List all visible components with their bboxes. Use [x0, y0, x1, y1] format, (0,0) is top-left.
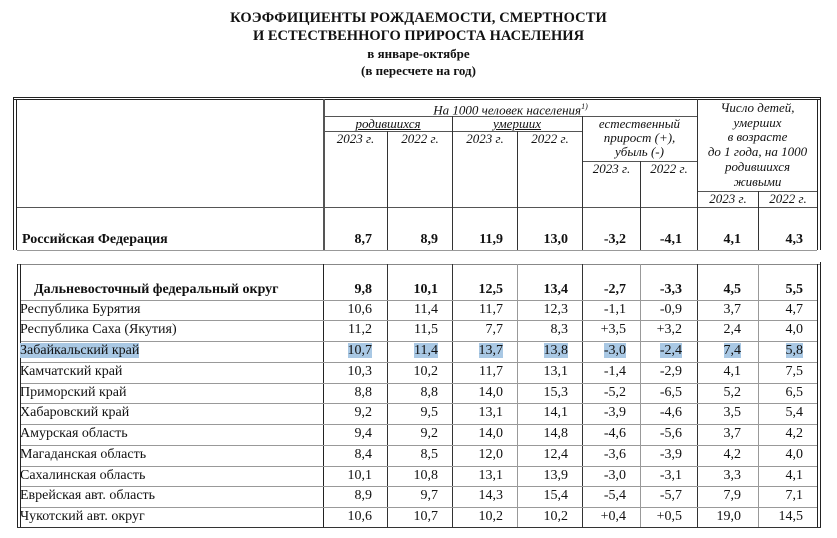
header-infant-mortality: [697, 101, 818, 189]
cell-born-2022: 11,5: [414, 322, 438, 337]
header-infant-line3: в возрасте: [727, 129, 788, 145]
table-row: [0, 508, 837, 528]
cell-born-2023: 10,6: [347, 302, 372, 317]
cell-infant-2022: 5,4: [785, 405, 803, 420]
cell-born-2023: 8,7: [354, 232, 372, 247]
cell-infant-2023: 2,4: [723, 322, 741, 337]
cell-died-2023: 14,0: [478, 385, 503, 400]
cell-infant-2022: 4,1: [785, 468, 803, 483]
row-label: [20, 342, 139, 360]
cell-natural-2023: -1,1: [603, 302, 626, 317]
cell-born-2023: 10,6: [347, 509, 372, 524]
cell-natural-2022: +0,5: [656, 509, 682, 524]
cell-died-2022: 8,3: [550, 322, 568, 337]
cell-natural-2022: -6,5: [659, 385, 682, 400]
table-subtitle-period: в январе-октябре: [367, 46, 470, 61]
table-title-line2: И ЕСТЕСТВЕННОГО ПРИРОСТА НАСЕЛЕНИЯ: [252, 28, 585, 44]
header-died: умерших: [492, 116, 542, 131]
header-year-died-2023: 2023 г.: [466, 131, 504, 146]
cell-born-2022: 9,2: [420, 426, 438, 441]
cell-born-2022: 10,1: [413, 282, 438, 297]
header-infant-line5: родившихся: [724, 158, 791, 174]
header-natural-line2: прирост (+),: [603, 130, 676, 145]
cell-infant-2023: 3,7: [723, 302, 741, 317]
cell-born-2022: [388, 342, 438, 360]
cell-natural-2022: -3,3: [659, 282, 682, 297]
cell-infant-2023: [698, 342, 741, 360]
cell-natural-2022: -3,9: [659, 447, 682, 462]
row-label: Магаданская область: [20, 447, 147, 462]
cell-died-2022: 13,0: [543, 232, 568, 247]
cell-natural-2023: -3,0: [603, 468, 626, 483]
cell-infant-2023: 3,3: [723, 468, 741, 483]
cell-natural-2023: -3,2: [603, 232, 626, 247]
cell-born-2023: 9,8: [354, 282, 372, 297]
cell-died-2022: 14,8: [543, 426, 568, 441]
cell-died-2023: 11,9: [479, 232, 503, 247]
cell-natural-2022: -4,6: [659, 405, 682, 420]
selected-text[interactable]: 13,7: [478, 343, 503, 358]
row-label: Камчатский край: [20, 364, 123, 379]
table-row: [0, 321, 837, 341]
row-label: Сахалинская область: [20, 468, 146, 483]
cell-died-2023: 10,2: [478, 509, 503, 524]
cell-infant-2022: 4,2: [785, 426, 803, 441]
cell-natural-2023: [583, 342, 626, 360]
header-year-natural-2022: 2022 г.: [650, 161, 688, 176]
cell-born-2022: 8,5: [420, 447, 438, 462]
table-row: [0, 487, 837, 507]
selected-text[interactable]: 11,4: [414, 343, 438, 358]
cell-born-2023: 10,1: [347, 468, 372, 483]
cell-natural-2022: -3,1: [659, 468, 682, 483]
header-infant-line1: Число детей,: [720, 100, 795, 115]
cell-born-2023: 8,9: [354, 488, 372, 503]
header-infant-line2: умерших: [733, 114, 782, 130]
table-row-selected[interactable]: [0, 342, 837, 362]
header-per-1000-label: На 1000 человек населения: [433, 102, 582, 118]
cell-infant-2022: 4,3: [785, 232, 803, 247]
cell-infant-2023: 7,9: [723, 488, 741, 503]
cell-died-2023: 12,0: [478, 447, 503, 462]
cell-died-2023: 11,7: [479, 302, 503, 317]
row-label: Дальневосточный федеральный округ: [34, 282, 279, 297]
cell-natural-2023: -3,6: [603, 447, 626, 462]
cell-natural-2023: -4,6: [603, 426, 626, 441]
cell-infant-2022: 14,5: [778, 509, 803, 524]
cell-died-2023: 7,7: [485, 322, 503, 337]
table-row: [0, 384, 837, 404]
cell-born-2023: 9,4: [354, 426, 372, 441]
cell-natural-2023: -3,9: [603, 405, 626, 420]
cell-born-2023: [324, 342, 372, 360]
cell-infant-2023: 4,5: [723, 282, 741, 297]
header-per-1000: [324, 100, 697, 117]
table-subtitle-note: (в пересчете на год): [361, 63, 476, 78]
selected-text[interactable]: 13,8: [543, 343, 568, 358]
cell-born-2022: 9,5: [420, 405, 438, 420]
header-year-born-2023: 2023 г.: [336, 131, 375, 146]
cell-born-2022: 10,8: [413, 468, 438, 483]
row-label: Приморский край: [20, 385, 127, 400]
cell-died-2023: 11,7: [479, 364, 503, 379]
selected-text[interactable]: 7,4: [723, 343, 741, 358]
cell-infant-2023: 19,0: [716, 509, 741, 524]
cell-infant-2022: [759, 342, 803, 360]
table-row: [0, 404, 837, 424]
row-label: Республика Саха (Якутия): [20, 322, 177, 337]
footnote-marker: 1): [581, 102, 588, 111]
cell-infant-2023: 3,5: [723, 405, 741, 420]
cell-natural-2023: +3,5: [600, 322, 626, 337]
cell-died-2022: 15,3: [543, 385, 568, 400]
cell-infant-2023: 4,2: [723, 447, 741, 462]
cell-natural-2023: -5,2: [603, 385, 626, 400]
cell-died-2022: 12,3: [543, 302, 568, 317]
cell-natural-2023: -2,7: [603, 282, 626, 297]
cell-born-2023: 8,8: [354, 385, 372, 400]
row-label: Российская Федерация: [22, 232, 168, 247]
selected-text[interactable]: 10,7: [347, 343, 372, 358]
header-year-infant-2022: 2022 г.: [769, 191, 807, 206]
row-label: Республика Бурятия: [20, 302, 141, 317]
cell-born-2023: 8,4: [354, 447, 372, 462]
header-infant-line4: до 1 года, на 1000: [707, 144, 808, 160]
cell-natural-2023: +0,4: [600, 509, 626, 524]
table-row: [0, 301, 837, 321]
cell-infant-2023: 3,7: [723, 426, 741, 441]
cell-died-2022: 15,4: [543, 488, 568, 503]
cell-born-2023: 10,3: [347, 364, 372, 379]
cell-natural-2022: -5,7: [659, 488, 682, 503]
cell-died-2022: [518, 342, 568, 360]
cell-natural-2022: -2,9: [659, 364, 682, 379]
cell-born-2022: 11,4: [414, 302, 438, 317]
cell-infant-2022: 4,7: [785, 302, 803, 317]
header-year-infant-2023: 2023 г.: [709, 191, 747, 206]
cell-born-2022: 9,7: [420, 488, 438, 503]
cell-died-2023: 14,0: [478, 426, 503, 441]
header-year-natural-2023: 2023 г.: [592, 161, 631, 176]
table-title-line1: КОЭФФИЦИЕНТЫ РОЖДАЕМОСТИ, СМЕРТНОСТИ: [230, 10, 607, 26]
cell-infant-2022: 4,0: [785, 447, 803, 462]
table-row: [0, 425, 837, 445]
cell-natural-2022: [641, 342, 682, 360]
cell-infant-2022: 7,5: [785, 364, 803, 379]
cell-natural-2022: +3,2: [656, 322, 682, 337]
cell-died-2023: 13,1: [478, 468, 503, 483]
cell-natural-2023: -5,4: [603, 488, 626, 503]
cell-infant-2022: 7,1: [785, 488, 803, 503]
cell-born-2023: 9,2: [354, 405, 372, 420]
cell-died-2023: 13,1: [478, 405, 503, 420]
header-infant-line6: живыми: [733, 173, 782, 189]
cell-infant-2022: 5,5: [785, 282, 803, 297]
cell-natural-2023: -1,4: [603, 364, 626, 379]
cell-infant-2023: 5,2: [723, 385, 741, 400]
cell-born-2022: 8,8: [420, 385, 438, 400]
row-label: Хабаровский край: [20, 405, 130, 420]
cell-died-2022: 12,4: [543, 447, 568, 462]
row-label: Еврейская авт. область: [20, 488, 156, 503]
table-row: [0, 363, 837, 383]
cell-died-2022: 13,9: [543, 468, 568, 483]
cell-infant-2023: 4,1: [723, 232, 741, 247]
cell-born-2023: 11,2: [348, 322, 372, 337]
header-natural-growth: [582, 117, 697, 159]
header-year-died-2022: 2022 г.: [531, 131, 569, 146]
row-label: Амурская область: [20, 426, 128, 441]
header-year-born-2022: 2022 г.: [401, 131, 439, 146]
cell-infant-2022: 4,0: [785, 322, 803, 337]
header-natural-line3: убыль (-): [615, 144, 664, 159]
row-label: Чукотский авт. округ: [20, 509, 145, 524]
header-born: родившихся: [355, 116, 421, 131]
cell-infant-2022: 6,5: [785, 385, 803, 400]
selected-text[interactable]: -2,4: [659, 343, 682, 358]
cell-died-2023: [453, 342, 503, 360]
cell-died-2022: 13,1: [543, 364, 568, 379]
selected-text[interactable]: Забайкальский край: [20, 343, 140, 358]
row-divider: [17, 250, 817, 251]
table-row: [0, 467, 837, 487]
cell-born-2022: 8,9: [420, 232, 438, 247]
cell-born-2022: 10,7: [413, 509, 438, 524]
cell-infant-2023: 4,1: [723, 364, 741, 379]
cell-died-2023: 12,5: [478, 282, 503, 297]
cell-died-2022: 10,2: [543, 509, 568, 524]
cell-natural-2022: -4,1: [659, 232, 682, 247]
header-natural-line1: естественный: [598, 116, 681, 131]
selected-text[interactable]: -3,0: [603, 343, 626, 358]
cell-natural-2022: -0,9: [659, 302, 682, 317]
cell-died-2022: 13,4: [543, 282, 568, 297]
table-row: [0, 446, 837, 466]
cell-natural-2022: -5,6: [659, 426, 682, 441]
cell-died-2022: 14,1: [543, 405, 568, 420]
cell-died-2023: 14,3: [478, 488, 503, 503]
cell-born-2022: 10,2: [413, 364, 438, 379]
selected-text[interactable]: 5,8: [785, 343, 803, 358]
